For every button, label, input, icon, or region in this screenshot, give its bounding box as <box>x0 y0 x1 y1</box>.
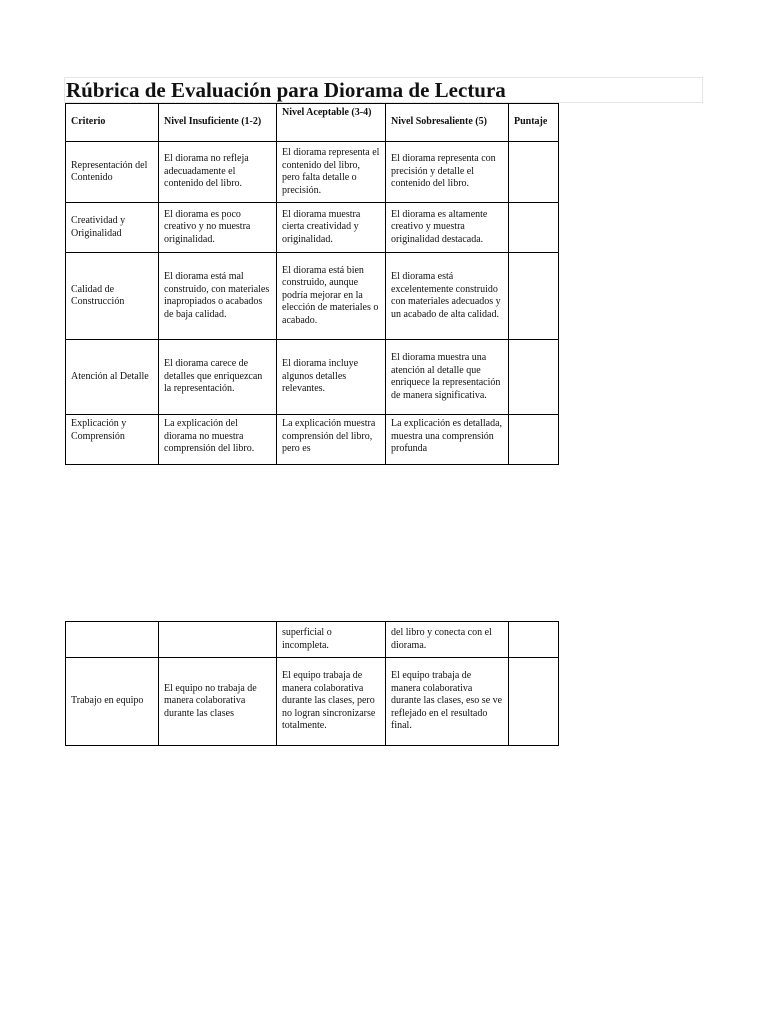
cell-aceptable: El equipo trabaja de manera colaborativa durante las clases, pero no logran sincronizarse totalmente. <box>277 658 386 746</box>
cell-aceptable: El diorama representa el contenido del libro, pero falta detalle o precisión. <box>277 142 386 203</box>
table-row <box>66 253 559 340</box>
rubric-table-part-1 <box>65 103 559 465</box>
header-aceptable: Nivel Aceptable (3-4) <box>277 104 386 142</box>
table-row <box>66 142 559 203</box>
cell-criterio: Explicación y Comprensión <box>66 415 159 465</box>
cell-insuficiente: El diorama carece de detalles que enriquezcan la representación. <box>159 340 277 415</box>
cell-puntaje[interactable] <box>509 253 559 340</box>
cell-criterio: Trabajo en equipo <box>66 658 159 746</box>
header-insuficiente: Nivel Insuficiente (1-2) <box>159 104 277 142</box>
header-sobresaliente: Nivel Sobresaliente (5) <box>386 104 509 142</box>
cell-sobresaliente: El equipo trabaja de manera colaborativa durante las clases, eso se ve reflejado en el resultado final. <box>386 658 509 746</box>
cell-criterio: Atención al Detalle <box>66 340 159 415</box>
table-row <box>66 658 559 746</box>
cell-aceptable: El diorama está bien construido, aunque podría mejorar en la elección de materiales o acabado. <box>277 253 386 340</box>
cell-insuficiente <box>159 622 277 658</box>
title-row <box>64 77 703 103</box>
cell-puntaje[interactable] <box>509 658 559 746</box>
rubric-table-part-2 <box>65 621 559 746</box>
cell-sobresaliente: El diorama es altamente creativo y muestra originalidad destacada. <box>386 203 509 253</box>
cell-puntaje[interactable] <box>509 415 559 465</box>
table-row <box>66 415 559 465</box>
cell-insuficiente: El diorama está mal construido, con materiales inapropiados o acabados de baja calidad. <box>159 253 277 340</box>
cell-aceptable: La explicación muestra comprensión del libro, pero es <box>277 415 386 465</box>
cell-insuficiente: El diorama no refleja adecuadamente el contenido del libro. <box>159 142 277 203</box>
cell-sobresaliente: La explicación es detallada, muestra una comprensión profunda <box>386 415 509 465</box>
cell-aceptable: El diorama muestra cierta creatividad y originalidad. <box>277 203 386 253</box>
cell-aceptable: El diorama incluye algunos detalles relevantes. <box>277 340 386 415</box>
cell-puntaje[interactable] <box>509 622 559 658</box>
document-title: Rúbrica de Evaluación para Diorama de Lectura <box>66 78 506 102</box>
cell-puntaje[interactable] <box>509 142 559 203</box>
header-criterio: Criterio <box>66 104 159 142</box>
cell-criterio: Calidad de Construcción <box>66 253 159 340</box>
cell-sobresaliente: El diorama muestra una atención al detalle que enriquece la representación de manera significativa. <box>386 340 509 415</box>
cell-aceptable: superficial o incompleta. <box>277 622 386 658</box>
cell-sobresaliente: del libro y conecta con el diorama. <box>386 622 509 658</box>
cell-insuficiente: El equipo no trabaja de manera colaborativa durante las clases <box>159 658 277 746</box>
cell-insuficiente: El diorama es poco creativo y no muestra originalidad. <box>159 203 277 253</box>
cell-sobresaliente: El diorama está excelentemente construido con materiales adecuados y un acabado de alta calidad. <box>386 253 509 340</box>
cell-sobresaliente: El diorama representa con precisión y detalle el contenido del libro. <box>386 142 509 203</box>
table-row <box>66 203 559 253</box>
table-row <box>66 622 559 658</box>
cell-criterio <box>66 622 159 658</box>
cell-criterio: Creatividad y Originalidad <box>66 203 159 253</box>
cell-insuficiente: La explicación del diorama no muestra comprensión del libro. <box>159 415 277 465</box>
cell-puntaje[interactable] <box>509 203 559 253</box>
cell-criterio: Representación del Contenido <box>66 142 159 203</box>
header-puntaje: Puntaje <box>509 104 559 142</box>
table-row <box>66 340 559 415</box>
header-row <box>66 104 559 142</box>
cell-puntaje[interactable] <box>509 340 559 415</box>
